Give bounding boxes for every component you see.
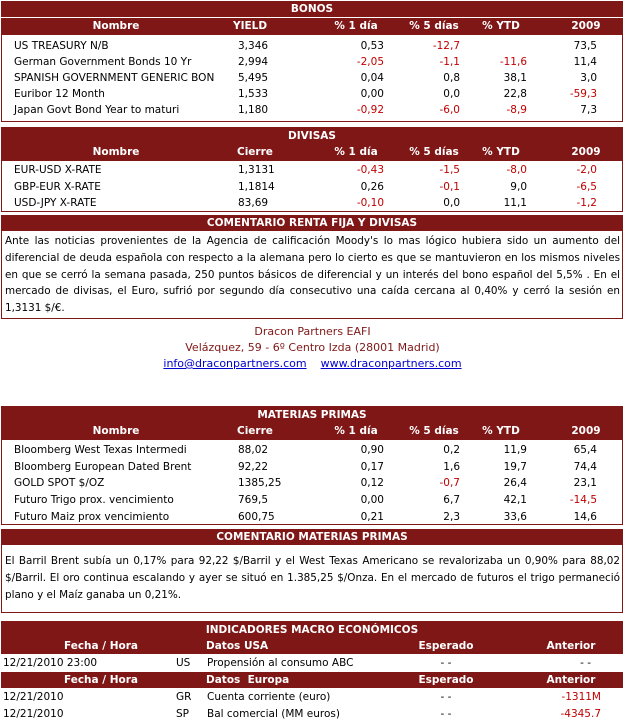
- bonos-title-bar: [1, 1, 623, 17]
- table-row: [2, 459, 622, 475]
- macro-usa-header: [1, 638, 623, 654]
- cell-expected: - -: [440, 708, 452, 720]
- cell-value: 83,69: [238, 197, 269, 209]
- cell-1d: 0,12: [360, 477, 384, 489]
- cell-date: 12/21/2010 23:00: [3, 657, 98, 669]
- divisas-header-5d: % 5 días: [409, 146, 459, 158]
- cell-2009: -6,5: [576, 181, 597, 193]
- macro-usa-header-anterior: Anterior: [546, 640, 596, 652]
- cell-value: 88,02: [238, 444, 269, 456]
- cell-name: Bloomberg West Texas Intermedi: [14, 444, 187, 456]
- comentario-renta-title: COMENTARIO RENTA FIJA Y DIVISAS: [206, 217, 418, 229]
- cell-5d: 6,7: [443, 494, 460, 506]
- macro-usa-header-fecha: Fecha / Hora: [63, 640, 139, 652]
- cell-name: GBP-EUR X-RATE: [14, 181, 101, 193]
- cell-5d: 0,0: [443, 88, 460, 100]
- cell-value: 92,22: [238, 461, 269, 473]
- cell-1d: -0,92: [356, 104, 384, 116]
- company-links: [0, 357, 625, 370]
- cell-1d: 0,26: [360, 181, 384, 193]
- cell-ytd: [477, 38, 527, 54]
- email-link[interactable]: info@draconpartners.com: [163, 357, 307, 370]
- cell-ytd: 26,4: [503, 477, 527, 489]
- materias-header-1d: % 1 día: [334, 425, 378, 437]
- cell-name: Euribor 12 Month: [14, 88, 105, 100]
- cell-country: US: [176, 657, 191, 669]
- materias-header-5d: % 5 días: [409, 425, 459, 437]
- cell-previous: -1311M: [561, 691, 601, 703]
- macro-eu-header-anterior: Anterior: [546, 674, 596, 686]
- cell-ytd: 33,6: [503, 511, 527, 523]
- cell-1d: 0,00: [360, 494, 384, 506]
- cell-ytd: 22,8: [503, 88, 527, 100]
- materias-title-bar: [1, 406, 623, 423]
- cell-2009: 65,4: [573, 444, 597, 456]
- table-row: [2, 38, 622, 54]
- comentario-materias-text: El Barril Brent subía un 0,17% para 92,22 $/Barril y el West Texas Americano se revalorizaba un 0,90% para 88,02 $/Barril. El oro continua escalando y ayer se situó en 1.385,25 $/Onza. En el mercado de futuros el trigo permaneció plano y el Maíz ganaba un 0,21%.: [5, 555, 620, 601]
- table-row: [2, 509, 622, 525]
- cell-date: 12/21/2010: [3, 708, 64, 720]
- cell-value: 769,5: [238, 494, 269, 506]
- cell-ytd: -8,9: [506, 104, 527, 116]
- cell-previous: -4345.7: [560, 708, 601, 720]
- divisas-title-bar: [1, 127, 623, 144]
- bonos-header-nombre: Nombre: [92, 20, 140, 32]
- cell-1d: 0,21: [360, 511, 384, 523]
- cell-indicator: Propensión al consumo ABC: [207, 657, 354, 669]
- comentario-materias-box: [1, 545, 623, 613]
- table-row: [2, 475, 622, 491]
- cell-value: 2,994: [238, 56, 269, 68]
- divisas-header-cierre: Cierre: [237, 146, 273, 158]
- comentario-renta-title-bar: [1, 215, 623, 231]
- cell-1d: -0,10: [356, 197, 384, 209]
- cell-value: 3,346: [238, 40, 269, 52]
- macro-eu-header-fecha: Fecha / Hora: [63, 674, 139, 686]
- cell-2009: 23,1: [573, 477, 597, 489]
- cell-5d: -1,5: [439, 164, 460, 176]
- cell-5d: 1,6: [443, 461, 460, 473]
- table-row: [2, 179, 622, 195]
- macro-title: INDICADORES MACRO ECONÓMICOS: [205, 623, 419, 636]
- cell-name: USD-JPY X-RATE: [14, 197, 97, 209]
- table-row: [2, 102, 622, 118]
- cell-name: Bloomberg European Dated Brent: [14, 461, 192, 473]
- bonos-title: BONOS: [290, 3, 334, 15]
- cell-2009: -14,5: [569, 494, 597, 506]
- cell-2009: -59,3: [569, 88, 597, 100]
- cell-1d: 0,00: [360, 88, 384, 100]
- materias-title: MATERIAS PRIMAS: [257, 408, 367, 421]
- cell-2009: 73,5: [573, 40, 597, 52]
- cell-2009: 14,6: [573, 511, 597, 523]
- divisas-title: DIVISAS: [288, 129, 336, 142]
- macro-usa-header-datos: Datos USA: [206, 640, 269, 652]
- macro-eu-header-datos: Datos Europa: [206, 674, 290, 686]
- table-row: [1, 689, 623, 705]
- cell-value: 1,1814: [238, 181, 275, 193]
- cell-name: Japan Govt Bond Year to maturi: [14, 104, 180, 116]
- cell-expected: - -: [440, 691, 452, 703]
- cell-ytd: 11,1: [503, 197, 527, 209]
- company-name: Dracon Partners EAFI: [254, 325, 371, 338]
- cell-5d: -0,1: [439, 181, 460, 193]
- cell-country: GR: [176, 691, 192, 703]
- cell-name: German Government Bonds 10 Yr: [14, 56, 192, 68]
- cell-2009: 3,0: [580, 72, 597, 84]
- cell-indicator: Cuenta corriente (euro): [207, 691, 331, 703]
- cell-1d: -2,05: [356, 56, 384, 68]
- table-row: [2, 70, 622, 86]
- comentario-materias-title: COMENTARIO MATERIAS PRIMAS: [216, 531, 408, 543]
- cell-value: 5,495: [238, 72, 269, 84]
- table-row: [1, 655, 623, 671]
- materias-header-nombre: Nombre: [92, 425, 140, 437]
- website-link[interactable]: www.draconpartners.com: [320, 357, 462, 370]
- divisas-header-ytd: % YTD: [482, 146, 520, 158]
- cell-date: 12/21/2010: [3, 691, 64, 703]
- materias-header-cierre: Cierre: [237, 425, 273, 437]
- comentario-materias-title-bar: [1, 529, 623, 545]
- cell-1d: 0,53: [360, 40, 384, 52]
- bonos-header-ytd: % YTD: [482, 20, 520, 32]
- cell-5d: 0,8: [443, 72, 460, 84]
- cell-1d: 0,17: [360, 461, 384, 473]
- company-address: Velázquez, 59 - 6º Centro Izda (28001 Madrid): [185, 341, 440, 354]
- cell-expected: - -: [440, 657, 452, 669]
- comentario-renta-box: [1, 231, 623, 319]
- cell-2009: -1,2: [576, 197, 597, 209]
- macro-eu-header-esperado: Esperado: [418, 674, 474, 686]
- cell-ytd: 19,7: [503, 461, 527, 473]
- cell-indicator: Bal comercial (MM euros): [207, 708, 340, 720]
- table-row: [2, 492, 622, 508]
- materias-table: [1, 439, 623, 525]
- cell-2009: 7,3: [580, 104, 597, 116]
- table-row: [2, 195, 622, 211]
- bonos-header-1d: % 1 día: [334, 20, 378, 32]
- bonos-table: [1, 34, 623, 122]
- divisas-header: [1, 144, 623, 160]
- cell-2009: 74,4: [573, 461, 597, 473]
- macro-eu-header: [1, 672, 623, 688]
- cell-ytd: 38,1: [503, 72, 527, 84]
- cell-5d: -1,1: [439, 56, 460, 68]
- divisas-header-1d: % 1 día: [334, 146, 378, 158]
- macro-eu-rows: [1, 689, 623, 723]
- cell-5d: 0,0: [443, 197, 460, 209]
- bonos-header: [1, 18, 623, 34]
- divisas-table: [1, 160, 623, 212]
- cell-2009: -2,0: [576, 164, 597, 176]
- cell-ytd: -11,6: [499, 56, 527, 68]
- table-row: [2, 442, 622, 458]
- cell-1d: 0,90: [360, 444, 384, 456]
- cell-ytd: -8,0: [506, 164, 527, 176]
- materias-header-2009: 2009: [571, 425, 601, 437]
- cell-5d: -6,0: [439, 104, 460, 116]
- macro-title-bar: [1, 621, 623, 638]
- cell-5d: 0,2: [443, 444, 460, 456]
- bonos-header-2009: 2009: [571, 20, 601, 32]
- macro-usa-rows: [1, 655, 623, 671]
- bonos-header-yield: YIELD: [233, 20, 268, 32]
- cell-1d: -0,43: [356, 164, 384, 176]
- cell-value: 600,75: [238, 511, 275, 523]
- materias-header: [1, 423, 623, 439]
- cell-ytd: 11,9: [503, 444, 527, 456]
- cell-value: 1,3131: [238, 164, 275, 176]
- divisas-header-2009: 2009: [571, 146, 601, 158]
- cell-5d: 2,3: [443, 511, 460, 523]
- table-row: [2, 86, 622, 102]
- macro-usa-header-esperado: Esperado: [418, 640, 474, 652]
- cell-1d: 0,04: [360, 72, 384, 84]
- cell-5d: -0,7: [439, 477, 460, 489]
- cell-country: SP: [176, 708, 189, 720]
- cell-name: Futuro Trigo prox. vencimiento: [14, 494, 174, 506]
- cell-previous: - -: [580, 657, 591, 669]
- table-row: [1, 706, 623, 722]
- cell-value: 1385,25: [238, 477, 282, 489]
- cell-2009: 11,4: [573, 56, 597, 68]
- bonos-header-5d: % 5 días: [409, 20, 459, 32]
- table-row: [2, 162, 622, 178]
- cell-name: Futuro Maiz prox vencimiento: [14, 511, 170, 523]
- materias-header-ytd: % YTD: [482, 425, 520, 437]
- table-row: [2, 54, 622, 70]
- cell-name: US TREASURY N/B: [14, 40, 109, 52]
- cell-name: GOLD SPOT $/OZ: [14, 477, 105, 489]
- cell-name: EUR-USD X-RATE: [14, 164, 102, 176]
- divisas-header-nombre: Nombre: [92, 146, 140, 158]
- comentario-renta-text: Ante las noticias provenientes de la Agencia de calificación Moody's lo mas lógico hubiera sido un aumento del diferencial de deuda española con respecto a la alemana pero lo cierto es que se mantuvieron en los mismos niveles en que se cerró la semana pasada, 250 puntos básicos de diferencial y un interés del bono español del 5,5% . En el mercado de divisas, el Euro, sufrió por segundo día consecutivo una caída cercana al 0,40% y cerró la sesión en 1,3131 $/€.: [5, 235, 620, 315]
- cell-ytd: 9,0: [510, 181, 527, 193]
- cell-name: SPANISH GOVERNMENT GENERIC BON: [14, 72, 215, 84]
- cell-5d: -12,7: [432, 40, 460, 52]
- cell-ytd: 42,1: [503, 494, 527, 506]
- cell-value: 1,533: [238, 88, 269, 100]
- cell-value: 1,180: [238, 104, 269, 116]
